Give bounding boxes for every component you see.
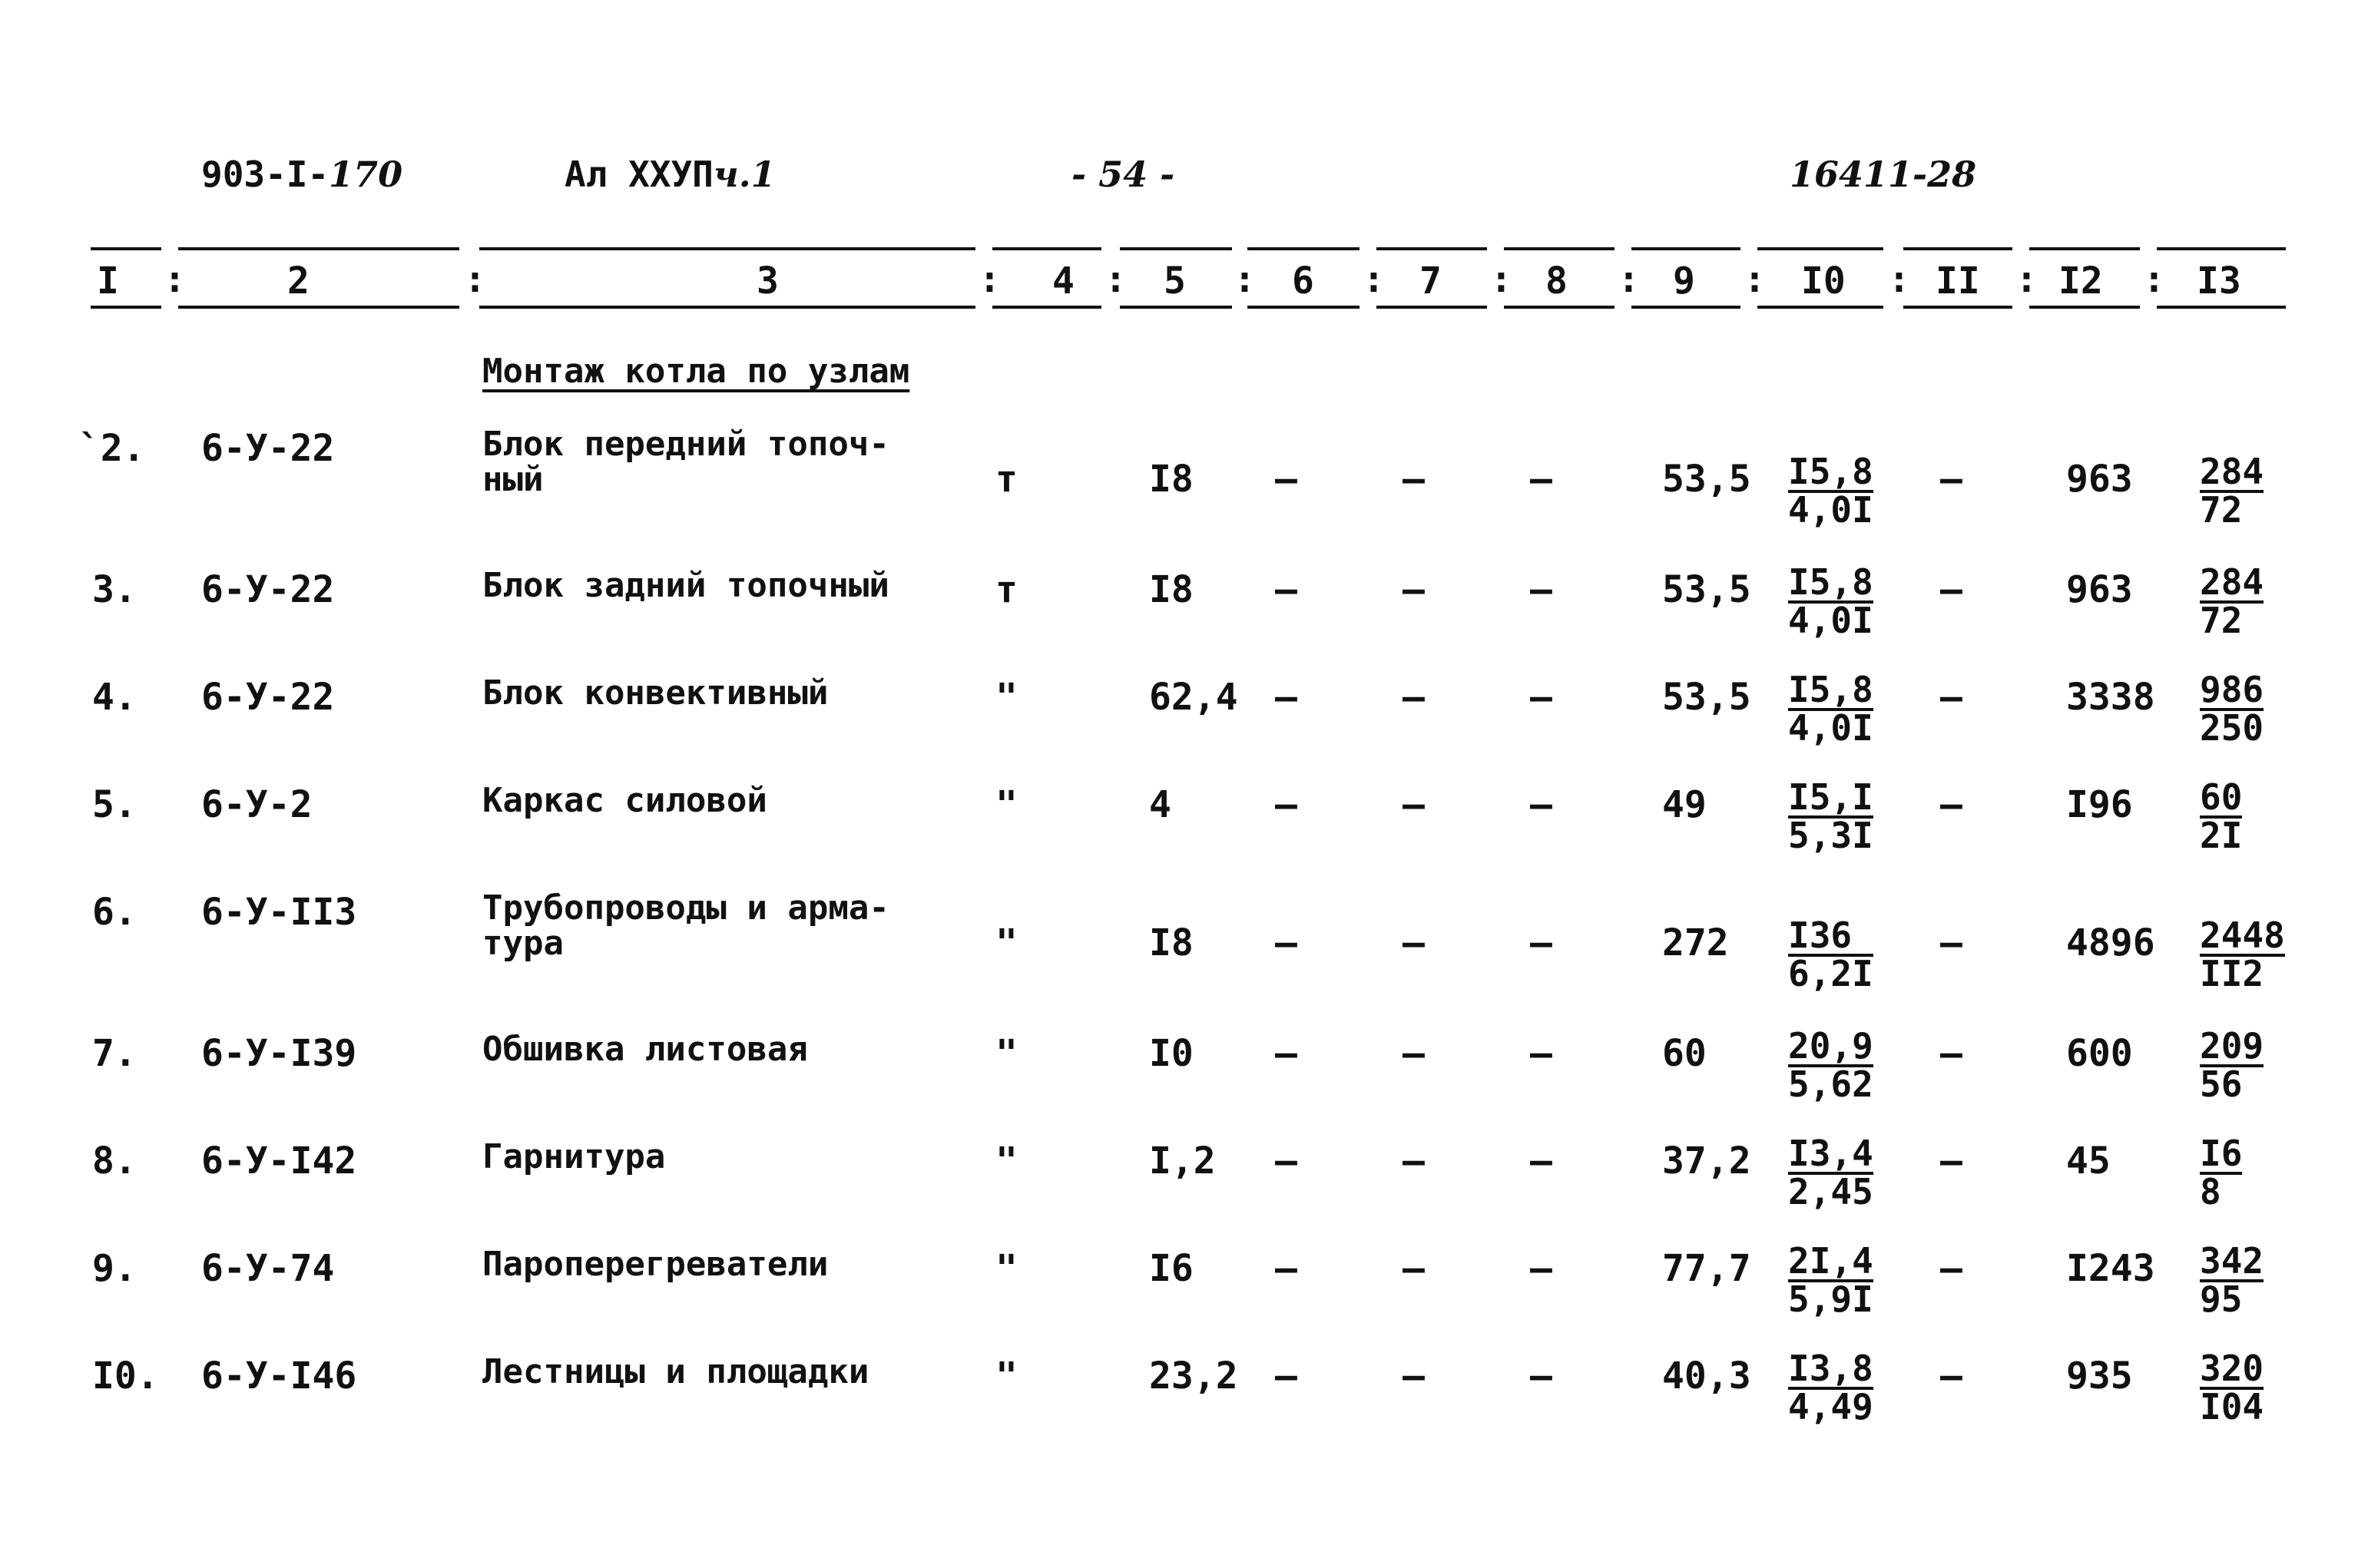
col10-fraction	[1788, 776, 1873, 856]
col6-value: –	[1275, 568, 1297, 611]
column-number: 5	[1164, 260, 1186, 303]
unit: "	[995, 1032, 1018, 1075]
item-description: Пароперегреватели	[482, 1245, 829, 1284]
header-top-rule	[1376, 247, 1487, 250]
column-number: I3	[2197, 260, 2241, 303]
item-description: Блок конвективный	[482, 673, 829, 713]
table-row	[0, 888, 2358, 998]
col7-value: –	[1403, 458, 1425, 501]
table-row	[0, 561, 2358, 676]
header-bottom-rule	[2029, 306, 2140, 309]
column-number: I0	[1801, 260, 1846, 303]
item-description: Каркас силовой	[482, 781, 767, 820]
col13-numerator: 284	[2200, 561, 2264, 603]
col10-fraction	[1788, 915, 1873, 994]
col12-value: 963	[2066, 568, 2133, 611]
col10-denominator: 5,3I	[1788, 815, 1873, 856]
col13-numerator: 60	[2200, 776, 2243, 818]
col13-denominator: 72	[2200, 489, 2243, 531]
section-title: Монтаж котла по узлам	[482, 352, 910, 391]
item-description: Блок передний топоч- ный	[482, 425, 889, 499]
table-row	[0, 1348, 2358, 1462]
col6-value: –	[1275, 921, 1297, 964]
col13-numerator: 2448	[2200, 915, 2285, 956]
header-top-rule	[2157, 247, 2286, 250]
col10-fraction	[1788, 1025, 1873, 1105]
col6-value: –	[1275, 783, 1297, 826]
col13-denominator: 250	[2200, 707, 2264, 749]
col13-fraction	[2200, 776, 2243, 856]
row-number: I0.	[92, 1355, 159, 1398]
col10-denominator: 2,45	[1788, 1171, 1873, 1212]
unit: "	[995, 783, 1018, 826]
item-description: Гарнитура	[482, 1137, 666, 1176]
col5-value: I8	[1149, 921, 1194, 964]
column-number: II	[1936, 260, 1980, 303]
header-top-rule	[1631, 247, 1740, 250]
norm-code: 6-У-2	[201, 783, 313, 826]
col5-value: I8	[1149, 458, 1194, 501]
col11-value: –	[1940, 1355, 1962, 1398]
col6-value: –	[1275, 1355, 1297, 1398]
header-top-rule	[1903, 247, 2012, 250]
col6-value: –	[1275, 1247, 1297, 1290]
col8-value: –	[1530, 458, 1552, 501]
row-number: 8.	[92, 1140, 137, 1183]
col8-value: –	[1530, 1032, 1552, 1075]
document-code-printed: 903-I-	[201, 154, 330, 195]
table-row	[0, 1025, 2358, 1140]
col6-value: –	[1275, 1032, 1297, 1075]
col13-fraction	[2200, 561, 2264, 641]
col10-fraction	[1788, 669, 1873, 749]
col13-denominator: 95	[2200, 1279, 2243, 1320]
col10-fraction	[1788, 1348, 1873, 1427]
unit: т	[995, 568, 1018, 611]
col10-numerator: I5,8	[1788, 561, 1873, 603]
col8-value: –	[1530, 783, 1552, 826]
col11-value: –	[1940, 783, 1962, 826]
header-top-rule	[178, 247, 459, 250]
col8-value: –	[1530, 676, 1552, 719]
item-description: Лестницы и площадки	[482, 1352, 869, 1391]
header-top-rule	[1120, 247, 1232, 250]
col13-numerator: 284	[2200, 451, 2264, 492]
col11-value: –	[1940, 676, 1962, 719]
album-printed: Ал XXУП	[565, 154, 714, 195]
col9-value: 60	[1662, 1032, 1707, 1075]
col11-value: –	[1940, 568, 1962, 611]
col5-value: I,2	[1149, 1140, 1216, 1183]
col10-denominator: 4,49	[1788, 1386, 1873, 1427]
header-bottom-rule	[1504, 306, 1615, 309]
col7-value: –	[1403, 1355, 1425, 1398]
table-row	[0, 1240, 2358, 1355]
col10-numerator: I5,8	[1788, 451, 1873, 492]
col10-denominator: 4,0I	[1788, 489, 1873, 531]
col13-denominator: II2	[2200, 953, 2264, 994]
col6-value: –	[1275, 1140, 1297, 1183]
header-bottom-rule	[1376, 306, 1487, 309]
header-bottom-rule	[1631, 306, 1740, 309]
header-bottom-rule	[178, 306, 459, 309]
col7-value: –	[1403, 1032, 1425, 1075]
norm-code: 6-У-22	[201, 427, 335, 470]
col11-value: –	[1940, 1247, 1962, 1290]
col10-numerator: I3,8	[1788, 1348, 1873, 1389]
col13-fraction	[2200, 1133, 2243, 1212]
header-top-rule	[91, 247, 161, 250]
norm-code: 6-У-74	[201, 1247, 335, 1290]
col5-value: 4	[1149, 783, 1171, 826]
unit: "	[995, 1247, 1018, 1290]
col11-value: –	[1940, 1032, 1962, 1075]
col8-value: –	[1530, 1140, 1552, 1183]
col13-numerator: 342	[2200, 1240, 2264, 1282]
col13-fraction	[2200, 1240, 2264, 1320]
col12-value: 600	[2066, 1032, 2133, 1075]
col9-value: 272	[1662, 921, 1729, 964]
col13-fraction	[2200, 669, 2264, 749]
unit: "	[995, 1355, 1018, 1398]
col13-denominator: 8	[2200, 1171, 2221, 1212]
col10-numerator: I3,4	[1788, 1133, 1873, 1174]
header-bottom-rule	[2157, 306, 2286, 309]
header-bottom-rule	[992, 306, 1101, 309]
col12-value: 3338	[2066, 676, 2155, 719]
column-number: 3	[757, 260, 779, 303]
col8-value: –	[1530, 1355, 1552, 1398]
col10-denominator: 5,62	[1788, 1064, 1873, 1105]
column-number: 8	[1545, 260, 1568, 303]
col12-value: 45	[2066, 1140, 2111, 1183]
col10-fraction	[1788, 1240, 1873, 1320]
col10-denominator: 5,9I	[1788, 1279, 1873, 1320]
col6-value: –	[1275, 676, 1297, 719]
col13-fraction	[2200, 1025, 2264, 1105]
col10-numerator: I5,8	[1788, 669, 1873, 710]
col9-value: 49	[1662, 783, 1707, 826]
col13-numerator: I6	[2200, 1133, 2243, 1174]
norm-code: 6-У-II3	[201, 891, 357, 934]
column-number: 9	[1673, 260, 1695, 303]
col13-denominator: 56	[2200, 1064, 2243, 1105]
col5-value: I0	[1149, 1032, 1194, 1075]
col10-numerator: I5,I	[1788, 776, 1873, 818]
row-number: 3.	[92, 568, 137, 611]
album-handwritten: ч.1	[713, 154, 776, 195]
header-top-rule	[479, 247, 975, 250]
col12-value: 4896	[2066, 921, 2155, 964]
col10-denominator: 4,0I	[1788, 707, 1873, 749]
table-row	[0, 776, 2358, 891]
column-number: 2	[287, 260, 310, 303]
col8-value: –	[1530, 1247, 1552, 1290]
col13-denominator: 72	[2200, 600, 2243, 641]
col10-denominator: 4,0I	[1788, 600, 1873, 641]
unit: т	[995, 458, 1018, 501]
header-top-rule	[2029, 247, 2140, 250]
col9-value: 53,5	[1662, 676, 1751, 719]
row-number: 6.	[92, 891, 137, 934]
col10-numerator: I36	[1788, 918, 1873, 957]
col10-fraction	[1788, 1133, 1873, 1212]
header-bottom-rule	[1120, 306, 1232, 309]
column-number: I2	[2058, 260, 2103, 303]
col10-fraction	[1788, 561, 1873, 641]
norm-code: 6-У-22	[201, 676, 335, 719]
col13-numerator: 986	[2200, 669, 2264, 710]
col7-value: –	[1403, 921, 1425, 964]
header-bottom-rule	[1757, 306, 1883, 309]
column-number: 4	[1052, 260, 1075, 303]
archive-number: 16411-28	[1790, 154, 1977, 195]
document-code	[201, 154, 402, 195]
col7-value: –	[1403, 1247, 1425, 1290]
norm-code: 6-У-I46	[201, 1355, 357, 1398]
col10-fraction	[1788, 451, 1873, 531]
row-number: `2.	[78, 427, 145, 470]
col9-value: 77,7	[1662, 1247, 1751, 1290]
norm-code: 6-У-22	[201, 568, 335, 611]
col7-value: –	[1403, 676, 1425, 719]
header-top-rule	[1247, 247, 1359, 250]
col10-denominator: 6,2I	[1788, 953, 1873, 994]
col13-fraction	[2200, 1348, 2264, 1427]
col13-numerator: 320	[2200, 1348, 2264, 1389]
col11-value: –	[1940, 921, 1962, 964]
item-description: Блок задний топочный	[482, 566, 889, 605]
column-number: 7	[1419, 260, 1442, 303]
page-number: - 54 -	[1071, 154, 1175, 195]
col13-denominator: I04	[2200, 1386, 2264, 1427]
table-row	[0, 669, 2358, 783]
document-code-handwritten: 170	[329, 154, 403, 195]
row-number: 5.	[92, 783, 137, 826]
column-number: 6	[1292, 260, 1314, 303]
header-top-rule	[1504, 247, 1615, 250]
col6-value: –	[1275, 458, 1297, 501]
item-description: Трубопроводы и арма- тура	[482, 888, 889, 963]
col9-value: 53,5	[1662, 458, 1751, 501]
col10-numerator: 20,9	[1788, 1025, 1873, 1067]
col5-value: 62,4	[1149, 676, 1238, 719]
col10-numerator: 2I,4	[1788, 1240, 1873, 1282]
col13-fraction	[2200, 915, 2285, 994]
unit: "	[995, 1140, 1018, 1183]
header-bottom-rule	[1903, 306, 2012, 309]
table-row	[0, 1133, 2358, 1247]
unit: "	[995, 921, 1018, 964]
row-number: 9.	[92, 1247, 137, 1290]
col11-value: –	[1940, 458, 1962, 501]
norm-code: 6-У-I39	[201, 1032, 357, 1075]
col9-value: 37,2	[1662, 1140, 1751, 1183]
col12-value: I96	[2066, 783, 2133, 826]
header-bottom-rule	[91, 306, 161, 309]
col13-fraction	[2200, 451, 2264, 531]
header-top-rule	[992, 247, 1101, 250]
unit: "	[995, 676, 1018, 719]
col8-value: –	[1530, 921, 1552, 964]
col12-value: 963	[2066, 458, 2133, 501]
row-number: 7.	[92, 1032, 137, 1075]
col5-value: I8	[1149, 568, 1194, 611]
col12-value: I243	[2066, 1247, 2155, 1290]
header-bottom-rule	[1247, 306, 1359, 309]
col13-denominator: 2I	[2200, 815, 2243, 856]
col7-value: –	[1403, 1140, 1425, 1183]
header-bottom-rule	[479, 306, 975, 309]
col9-value: 40,3	[1662, 1355, 1751, 1398]
col5-value: I6	[1149, 1247, 1194, 1290]
col12-value: 935	[2066, 1355, 2133, 1398]
col7-value: –	[1403, 568, 1425, 611]
column-number: I	[97, 260, 119, 303]
col5-value: 23,2	[1149, 1355, 1238, 1398]
norm-code: 6-У-I42	[201, 1140, 357, 1183]
col9-value: 53,5	[1662, 568, 1751, 611]
album-reference	[565, 154, 776, 195]
col8-value: –	[1530, 568, 1552, 611]
header-top-rule	[1757, 247, 1883, 250]
col11-value: –	[1940, 1140, 1962, 1183]
item-description: Обшивка листовая	[482, 1030, 808, 1069]
table-row	[0, 427, 2358, 534]
row-number: 4.	[92, 676, 137, 719]
col13-numerator: 209	[2200, 1025, 2264, 1067]
col7-value: –	[1403, 783, 1425, 826]
